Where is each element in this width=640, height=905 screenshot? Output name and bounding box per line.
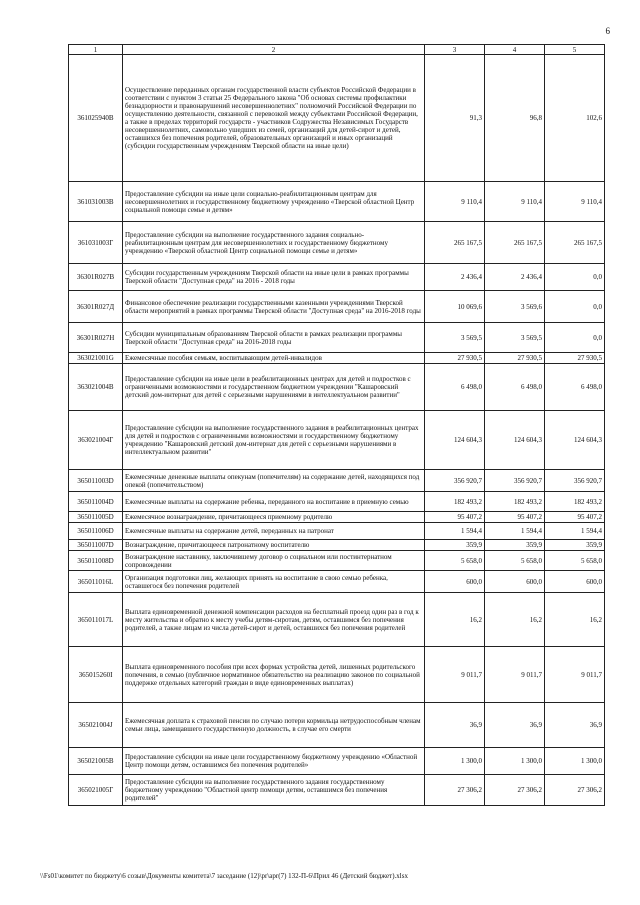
row-code: 365021005Г: [69, 775, 123, 806]
row-value-col3: 9 110,4: [425, 182, 485, 222]
row-description: Осуществление переданных органам государственной власти субъектов Российской Федерации в соответствии с пунктом 3 статьи 25 Федерального закона "Об основах системы профилактики безнадзорности и правонарушений несовершеннолетних" полномочий Российской Федерации по осуществлению деятельности, связанной с перевозкой между субъектами Российской Федерации, а также в пределах территорий государств - участников Содружества Независимых Государств несовершеннолетних, самовольно ушедших из семей, организаций для детей-сирот и детей, оставшихся без попечения родителей, образовательных организаций и иных организаций (субсидии государственным учреждениям Тверской области на иные цели): [123, 55, 425, 182]
row-code: 363021004Г: [69, 411, 123, 470]
table-row: [69, 364, 605, 411]
row-value-col5: 5 658,0: [545, 551, 605, 571]
row-code: 365021005В: [69, 748, 123, 775]
row-description: Предоставление субсидии на иные цели социально-реабилитационным центрам для несовершеннолетних и государственному бюджетному учреждению «Тверской областной Центр социальной помощи семье и детям»: [123, 182, 425, 222]
budget-table: [68, 44, 605, 806]
table-row: [69, 264, 605, 291]
table-row: [69, 551, 605, 571]
row-value-col3: 2 436,4: [425, 264, 485, 291]
row-value-col5: 1 594,4: [545, 523, 605, 540]
row-value-col4: 600,0: [485, 571, 545, 593]
row-value-col5: 27 930,5: [545, 353, 605, 364]
row-description: Финансовое обеспечение реализации государственными казенными учреждениями Тверской области мероприятий в рамках программы Тверской области "Доступная среда" на 2016-2018 годы: [123, 291, 425, 323]
row-description: Ежемесячное вознаграждение, причитающееся приемному родителю: [123, 512, 425, 523]
row-description: Ежемесячные денежные выплаты опекунам (попечителям) на содержание детей, находящихся под опекой (попечительством): [123, 470, 425, 492]
table-row: [69, 222, 605, 264]
row-value-col4: 1 300,0: [485, 748, 545, 775]
row-description: Предоставление субсидии на иные цели государственному бюджетному учреждению «Областной Центр помощи детям, оставшимся без попечения родителей»: [123, 748, 425, 775]
row-value-col3: 600,0: [425, 571, 485, 593]
row-value-col4: 356 920,7: [485, 470, 545, 492]
row-description: Ежемесячные выплаты на содержание ребенка, переданного на воспитание в приемную семью: [123, 492, 425, 512]
row-value-col5: 359,9: [545, 540, 605, 551]
row-value-col3: 91,3: [425, 55, 485, 182]
row-code: 365011008D: [69, 551, 123, 571]
row-description: Ежемесячные выплаты на содержание детей, переданных на патронат: [123, 523, 425, 540]
row-code: 36301R027В: [69, 264, 123, 291]
row-value-col4: 3 569,6: [485, 291, 545, 323]
table-header-row: [69, 45, 605, 55]
row-value-col3: 359,9: [425, 540, 485, 551]
row-value-col3: 10 069,6: [425, 291, 485, 323]
table-row: [69, 353, 605, 364]
row-value-col4: 1 594,4: [485, 523, 545, 540]
row-code: 365011004D: [69, 492, 123, 512]
row-description: Организация подготовки лиц, желающих принять на воспитание в свою семью ребенка, оставшегося без попечения родителей: [123, 571, 425, 593]
row-value-col4: 27 306,2: [485, 775, 545, 806]
row-value-col3: 27 930,5: [425, 353, 485, 364]
row-value-col4: 36,9: [485, 703, 545, 748]
row-value-col5: 265 167,5: [545, 222, 605, 264]
table-row: [69, 775, 605, 806]
row-value-col5: 600,0: [545, 571, 605, 593]
row-value-col3: 1 300,0: [425, 748, 485, 775]
row-value-col4: 6 498,0: [485, 364, 545, 411]
page-number: 6: [605, 26, 610, 36]
row-code: 361031003В: [69, 182, 123, 222]
row-value-col3: 356 920,7: [425, 470, 485, 492]
row-description: Предоставление субсидии на выполнение государственного задания в реабилитационных центрах для детей и подростков с ограниченными возможностями и государственному бюджетному учреждению "Кашаровский детский дом-интернат для детей с серьезными нарушениями в интеллектуальном развитии": [123, 411, 425, 470]
row-value-col4: 9 011,7: [485, 647, 545, 703]
row-value-col4: 182 493,2: [485, 492, 545, 512]
row-value-col3: 36,9: [425, 703, 485, 748]
column-header: 3: [425, 45, 485, 55]
row-value-col4: 95 407,2: [485, 512, 545, 523]
row-code: 361031003Г: [69, 222, 123, 264]
row-value-col5: 16,2: [545, 593, 605, 647]
row-value-col3: 95 407,2: [425, 512, 485, 523]
table-row: [69, 411, 605, 470]
row-code: 365011006D: [69, 523, 123, 540]
table-row: [69, 55, 605, 182]
row-value-col4: 27 930,5: [485, 353, 545, 364]
row-value-col5: 27 306,2: [545, 775, 605, 806]
table-row: [69, 291, 605, 323]
row-value-col4: 3 569,5: [485, 323, 545, 353]
column-header: 2: [123, 45, 425, 55]
table-row: [69, 492, 605, 512]
row-value-col4: 96,8: [485, 55, 545, 182]
row-description: Выплата единовременного пособия при всех формах устройства детей, лишенных родительского попечения, в семью (публичное нормативное обязательство на реализацию законов по социальной поддержке отдельных категорий граждан в виде единовременных выплатах): [123, 647, 425, 703]
row-value-col5: 9 110,4: [545, 182, 605, 222]
row-value-col3: 124 604,3: [425, 411, 485, 470]
table-row: [69, 182, 605, 222]
row-value-col5: 0,0: [545, 323, 605, 353]
row-value-col5: 0,0: [545, 264, 605, 291]
table-row: [69, 540, 605, 551]
row-value-col4: 5 658,0: [485, 551, 545, 571]
row-description: Предоставление субсидии на выполнение государственного задания социально-реабилитационным центрам для несовершеннолетних и государственному бюджетному учреждению «Тверской областной Центр социальной помощи семье и детям»: [123, 222, 425, 264]
row-value-col4: 359,9: [485, 540, 545, 551]
row-value-col5: 6 498,0: [545, 364, 605, 411]
row-value-col5: 102,6: [545, 55, 605, 182]
row-code: 365011017L: [69, 593, 123, 647]
table-row: [69, 748, 605, 775]
row-code: 363021001G: [69, 353, 123, 364]
row-description: Предоставление субсидии на выполнение государственного задания государственному бюджетному учреждению "Областной центр помощи детям, оставшимся без попечения родителей": [123, 775, 425, 806]
table-row: [69, 593, 605, 647]
table-row: [69, 703, 605, 748]
row-description: Субсидии государственным учреждениям Тверской области на иные цели в рамках программы Тверской области "Доступная среда" на 2016 - 2018 годы: [123, 264, 425, 291]
row-code: 365011005D: [69, 512, 123, 523]
row-code: 365011003D: [69, 470, 123, 492]
row-value-col3: 27 306,2: [425, 775, 485, 806]
row-value-col5: 124 604,3: [545, 411, 605, 470]
row-code: 365021004J: [69, 703, 123, 748]
row-value-col4: 9 110,4: [485, 182, 545, 222]
row-code: 36301R027Н: [69, 323, 123, 353]
row-description: Выплата единовременной денежной компенсации расходов на бесплатный проезд один раз в год к месту жительства и обратно к месту учебы детям-сиротам, детям, оставшимся без попечения родителей, а также лицам из числа детей-сирот и детей, оставшихся без попечения родителей: [123, 593, 425, 647]
row-value-col4: 265 167,5: [485, 222, 545, 264]
table-row: [69, 523, 605, 540]
row-code: 361025940В: [69, 55, 123, 182]
file-path-footer: \\Fs01\комитет по бюджету\6 созыв\Документы комитета\7 заседание (12)\pr\apr(7) 132-П-6\Прил 46 (Детский бюджет).xlsx: [40, 872, 408, 880]
table-row: [69, 470, 605, 492]
row-value-col3: 3 569,5: [425, 323, 485, 353]
table-row: [69, 647, 605, 703]
row-description: Предоставление субсидии на иные цели в реабилитационных центрах для детей и подростков с ограниченными возможностями и государственном бюджетном учреждении "Кашаровский детский дом-интернат для детей с серьезными нарушениями в интеллектуальном развитии": [123, 364, 425, 411]
row-value-col3: 9 011,7: [425, 647, 485, 703]
row-value-col5: 356 920,7: [545, 470, 605, 492]
row-description: Ежемесячные пособия семьям, воспитывающим детей-инвалидов: [123, 353, 425, 364]
row-value-col5: 0,0: [545, 291, 605, 323]
row-value-col3: 6 498,0: [425, 364, 485, 411]
row-value-col4: 2 436,4: [485, 264, 545, 291]
row-value-col5: 1 300,0: [545, 748, 605, 775]
column-header: 1: [69, 45, 123, 55]
row-value-col5: 9 011,7: [545, 647, 605, 703]
column-header: 4: [485, 45, 545, 55]
row-description: Ежемесячная доплата к страховой пенсии по случаю потери кормильца нетрудоспособным членам семьи лица, замещавшего государственную должность, в случае его смерти: [123, 703, 425, 748]
table-row: [69, 323, 605, 353]
table-row: [69, 512, 605, 523]
row-code: 36301R027Д: [69, 291, 123, 323]
row-value-col3: 16,2: [425, 593, 485, 647]
row-value-col4: 16,2: [485, 593, 545, 647]
row-value-col5: 182 493,2: [545, 492, 605, 512]
row-value-col3: 1 594,4: [425, 523, 485, 540]
row-value-col3: 5 658,0: [425, 551, 485, 571]
row-value-col3: 265 167,5: [425, 222, 485, 264]
row-description: Вознаграждение, причитающееся патронатному воспитателю: [123, 540, 425, 551]
row-description: Субсидии муниципальным образованиям Тверской области в рамках реализации программы Тверской области "Доступная среда" на 2016-2018 годы: [123, 323, 425, 353]
row-code: 365015260I: [69, 647, 123, 703]
row-code: 365011007D: [69, 540, 123, 551]
row-code: 365011016L: [69, 571, 123, 593]
row-value-col5: 95 407,2: [545, 512, 605, 523]
row-value-col3: 182 493,2: [425, 492, 485, 512]
column-header: 5: [545, 45, 605, 55]
row-code: 363021004В: [69, 364, 123, 411]
row-description: Вознаграждение наставнику, заключившему договор о социальном или постинтернатном сопровождении: [123, 551, 425, 571]
row-value-col4: 124 604,3: [485, 411, 545, 470]
table-row: [69, 571, 605, 593]
row-value-col5: 36,9: [545, 703, 605, 748]
